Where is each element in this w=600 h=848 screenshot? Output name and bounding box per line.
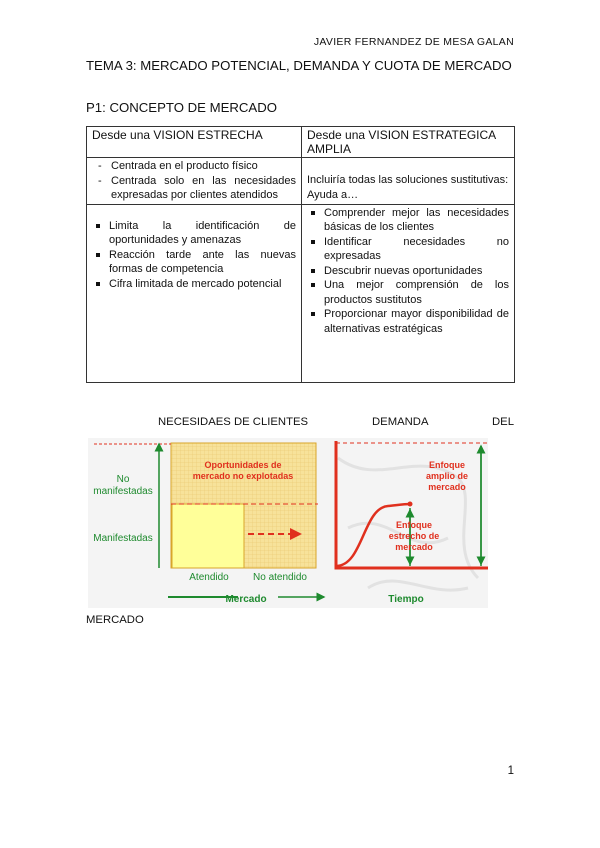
narrow-text-2: estrecho de xyxy=(388,531,440,541)
caption-right: DEL xyxy=(492,416,514,428)
list-item: Descubrir nuevas oportunidades xyxy=(307,264,509,279)
page-title: TEMA 3: MERCADO POTENCIAL, DEMANDA Y CUOTA DE MERCADO xyxy=(86,58,512,73)
label-atendido: Atendido xyxy=(189,572,229,583)
market-diagram xyxy=(88,438,488,608)
cell-text: Ayuda a… xyxy=(307,188,359,201)
list-item: Comprender mejor las necesidades básicas de los clientes xyxy=(307,206,509,235)
list-item: Cifra limitada de mercado potencial xyxy=(92,277,296,292)
cell-broad-effects xyxy=(302,204,515,382)
narrow-text-1: Enfoque xyxy=(396,520,432,530)
cell-narrow-effects xyxy=(87,204,302,382)
list-item: - Centrada solo en las necesidades expresadas por clientes atendidos xyxy=(92,174,296,203)
cell-narrow-focus xyxy=(87,158,302,205)
page-number: 1 xyxy=(507,765,514,777)
cell-broad-focus xyxy=(302,158,515,205)
list-item: - Centrada en el producto físico xyxy=(92,159,296,174)
narrow-text-3: mercado xyxy=(395,542,433,552)
list-item: Identificar necesidades no expresadas xyxy=(307,235,509,264)
box-text-1: Oportunidades de xyxy=(204,460,282,470)
list-item: Limita la identificación de oportunidades y amenazas xyxy=(92,219,296,248)
label-no: No xyxy=(116,474,130,485)
caption-left: NECESIDAES DE CLIENTES xyxy=(158,416,309,428)
list-item: Reacción tarde ante las nuevas formas de competencia xyxy=(92,248,296,277)
market-axis-title: Mercado xyxy=(225,594,267,605)
label-manifestadas: Manifestadas xyxy=(93,533,153,544)
col-header-narrow: Desde una VISION ESTRECHA xyxy=(87,127,302,158)
col-header-broad: Desde una VISION ESTRATEGICA AMPLIA xyxy=(302,127,515,158)
list-item: Una mejor comprensión de los productos sustitutos xyxy=(307,278,509,307)
label-no-atendido: No atendido xyxy=(253,572,307,583)
caption-continued: MERCADO xyxy=(86,614,144,626)
caption-mid: DEMANDA xyxy=(372,416,429,428)
table-row xyxy=(87,204,515,382)
curve-end-point xyxy=(408,502,413,507)
label-manifestadas-not: manifestadas xyxy=(93,486,153,497)
attended-area xyxy=(172,504,244,568)
cell-text: Incluiría todas las soluciones sustitutivas: xyxy=(307,174,509,186)
comparison-table xyxy=(86,126,515,383)
broad-text-1: Enfoque xyxy=(429,460,465,470)
table-header-row xyxy=(87,127,515,158)
time-axis-title: Tiempo xyxy=(388,594,424,605)
broad-text-2: amplio de xyxy=(425,471,469,481)
broad-text-3: mercado xyxy=(428,482,466,492)
box-text-2: mercado no explotadas xyxy=(192,471,294,481)
table-row xyxy=(87,158,515,205)
section-title: P1: CONCEPTO DE MERCADO xyxy=(86,100,278,115)
author-header: JAVIER FERNANDEZ DE MESA GALAN xyxy=(313,36,514,48)
list-item: Proporcionar mayor disponibilidad de alternativas estratégicas xyxy=(307,307,509,336)
